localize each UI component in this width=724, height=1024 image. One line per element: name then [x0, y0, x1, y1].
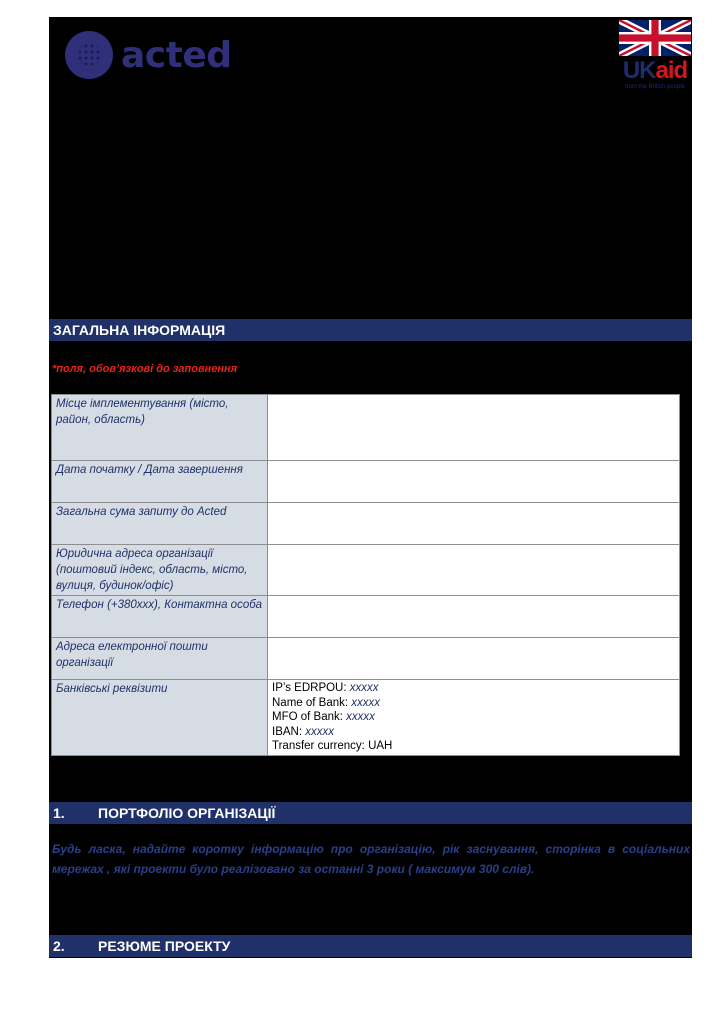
bank-value: xxxxx	[305, 725, 334, 738]
general-info-title: ЗАГАЛЬНА ІНФОРМАЦІЯ	[53, 322, 226, 338]
table-row	[52, 638, 680, 680]
bank-key: Transfer currency: UAH	[272, 740, 393, 752]
acted-logo-mark	[65, 31, 113, 79]
field-label-legal-address: Юридична адреса організації (поштовий індекс, область, місто, вулиця, будинок/офіс)	[52, 545, 268, 596]
document-page	[49, 17, 692, 958]
field-label-location: Місце імплементування (місто, район, область)	[52, 395, 268, 461]
section-1-header	[49, 802, 692, 824]
section-1-number: 1.	[53, 805, 65, 821]
bank-line-iban	[272, 725, 675, 740]
ukaid-uk: UK	[622, 57, 656, 84]
section-1-title: ПОРТФОЛІО ОРГАНІЗАЦІЇ	[98, 805, 276, 821]
field-value-dates[interactable]	[268, 461, 680, 503]
table-row	[52, 596, 680, 638]
field-label-email: Адреса електронної пошти організації	[52, 638, 268, 680]
portfolio-instructions: Будь ласка, надайте коротку інформацію про організацію, рік заснування, сторінка в соціальних мережах , які проекти було реалізовано за останні 3 роки ( максимум 300 слів).	[52, 842, 690, 876]
general-info-table	[51, 394, 680, 756]
table-row	[52, 461, 680, 503]
field-label-total-amount: Загальна сума запиту до Acted	[52, 503, 268, 545]
table-row	[52, 680, 680, 756]
acted-logo-text: acted	[121, 34, 232, 76]
field-value-total-amount[interactable]	[268, 503, 680, 545]
field-value-location[interactable]	[268, 395, 680, 461]
ukaid-wordmark	[618, 59, 692, 83]
general-info-header	[49, 319, 692, 341]
section-2-title: РЕЗЮМЕ ПРОЕКТУ	[98, 938, 231, 954]
bank-line-currency	[272, 739, 675, 754]
bank-value: xxxxx	[351, 696, 381, 709]
acted-logo-grid	[77, 43, 101, 67]
bank-key: IBAN:	[272, 725, 306, 738]
section-2-header	[49, 935, 692, 957]
field-value-phone-contact[interactable]	[268, 596, 680, 638]
bank-line-bank-name	[272, 696, 675, 711]
union-jack-icon	[619, 17, 691, 59]
ukaid-aid: aid	[655, 57, 688, 84]
field-label-dates: Дата початку / Дата завершення	[52, 461, 268, 503]
bank-value: xxxxx	[349, 682, 379, 694]
bank-key: IP’s EDRPOU:	[272, 682, 350, 694]
bank-line-mfo	[272, 710, 675, 725]
field-label-phone-contact: Телефон (+380xxx), Контактна особа	[52, 596, 268, 638]
table-row	[52, 395, 680, 461]
bank-line-edrpou	[272, 681, 675, 696]
section-2-number: 2.	[53, 938, 65, 954]
table-row	[52, 545, 680, 596]
bank-key: Name of Bank:	[272, 696, 352, 709]
field-label-bank-details: Банківські реквізити	[52, 680, 268, 756]
field-value-bank-details[interactable]	[268, 680, 680, 756]
table-row	[52, 503, 680, 545]
field-value-legal-address[interactable]	[268, 545, 680, 596]
bank-key: MFO of Bank:	[272, 711, 347, 723]
ukaid-logo	[618, 17, 692, 91]
acted-logo	[65, 30, 232, 80]
ukaid-tagline: from the British people	[624, 84, 686, 90]
field-value-email[interactable]	[268, 638, 680, 680]
required-fields-note: *поля, обов’язкові до заповнення	[52, 363, 238, 375]
bank-value: xxxxx	[346, 711, 375, 723]
